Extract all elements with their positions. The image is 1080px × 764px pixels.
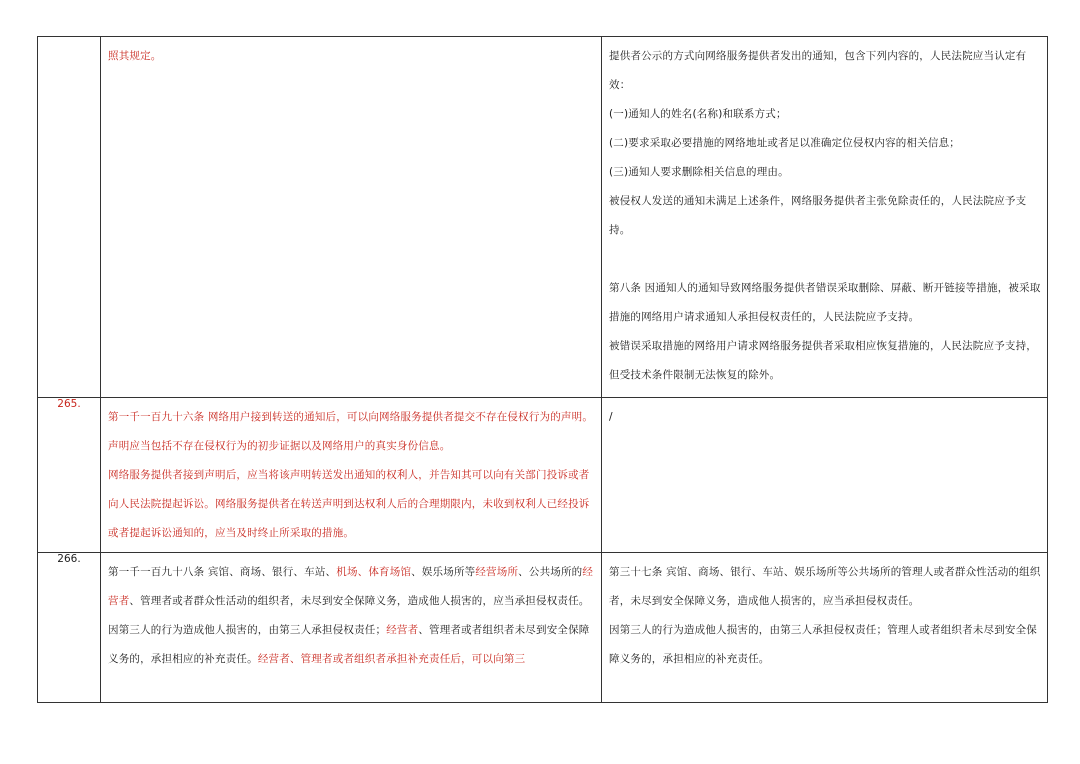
table-row	[38, 398, 1048, 553]
old-law-paragraph: 被错误采取措施的网络用户请求网络服务提供者采取相应恢复措施的，人民法院应予支持，但受技术条件限制无法恢复的除外。	[609, 340, 1037, 381]
old-law-cell	[602, 398, 1048, 553]
old-law-paragraph: 提供者公示的方式向网络服务提供者发出的通知，包含下列内容的，人民法院应当认定有效：	[609, 50, 1027, 91]
old-law-paragraph: (一)通知人的姓名(名称)和联系方式；	[609, 108, 787, 120]
law-comparison-table	[37, 36, 1048, 703]
highlight-segment: 经营场所	[475, 566, 519, 578]
old-law-cell	[602, 553, 1048, 703]
text-segment: 因第三人的行为造成他人损害的，由第三人承担侵权责任；	[108, 624, 387, 636]
new-law-paragraph: 网络服务提供者接到声明后，应当将该声明转送发出通知的权利人，并告知其可以向有关部门投诉或者向人民法院提起诉讼。网络服务提供者在转送声明到达权利人后的合理期限内，未收到权利人已经投诉或者提起诉讼通知的，应当及时终止所采取的措施。	[108, 469, 590, 539]
old-law-paragraph: 被侵权人发送的通知未满足上述条件，网络服务提供者主张免除责任的，人民法院应予支持。	[609, 195, 1027, 236]
new-law-paragraph	[108, 616, 595, 674]
text-segment: 第一千一百九十八条 宾馆、商场、银行、车站、	[108, 566, 337, 578]
paragraph-gap	[609, 245, 1041, 274]
row-number	[38, 37, 101, 398]
text-segment: 、公共场所的	[518, 566, 583, 578]
highlight-segment: 经营者	[108, 566, 594, 607]
old-law-cell	[602, 37, 1048, 398]
old-law-paragraph: (二)要求采取必要措施的网络地址或者足以准确定位侵权内容的相关信息；	[609, 137, 960, 149]
old-law-paragraph: 第三十七条 宾馆、商场、银行、车站、娱乐场所等公共场所的管理人或者群众性活动的组织者，未尽到安全保障义务，造成他人损害的，应当承担侵权责任。	[609, 566, 1041, 607]
highlight-segment: 经营者、管理者或者组织者承担补充责任后，可以向第三	[257, 653, 526, 665]
old-law-paragraph: /	[609, 411, 613, 423]
old-law-paragraph: (三)通知人要求删除相关信息的理由。	[609, 166, 789, 178]
highlight-segment: 经营者	[386, 624, 419, 636]
text-segment: 、管理者或者群众性活动的组织者，未尽到安全保障义务，造成他人损害的，应当承担侵权责任。	[129, 595, 590, 607]
new-law-paragraph: 第一千一百九十六条 网络用户接到转送的通知后，可以向网络服务提供者提交不存在侵权行为的声明。声明应当包括不存在侵权行为的初步证据以及网络用户的真实身份信息。	[108, 411, 594, 452]
table-row	[38, 553, 1048, 703]
row-number: 266.	[38, 553, 101, 703]
new-law-text: 照其规定。	[108, 50, 162, 62]
new-law-cell	[101, 398, 602, 553]
new-law-cell	[101, 553, 602, 703]
row-number: 265.	[38, 398, 101, 553]
new-law-paragraph	[108, 558, 595, 616]
old-law-paragraph: 第八条 因通知人的通知导致网络服务提供者错误采取删除、屏蔽、断开链接等措施，被采取措施的网络用户请求通知人承担侵权责任的，人民法院应予支持。	[609, 282, 1041, 323]
text-segment: 、娱乐场所等	[411, 566, 476, 578]
text-segment: 、管理者或者组织者未尽到安全保障义务的，承担相应的补充责任。	[108, 624, 590, 665]
old-law-paragraph: 因第三人的行为造成他人损害的，由第三人承担侵权责任；管理人或者组织者未尽到安全保障义务的，承担相应的补充责任。	[609, 624, 1037, 665]
new-law-cell	[101, 37, 602, 398]
highlight-segment: 机场、体育场馆	[336, 566, 412, 578]
table-row	[38, 37, 1048, 398]
